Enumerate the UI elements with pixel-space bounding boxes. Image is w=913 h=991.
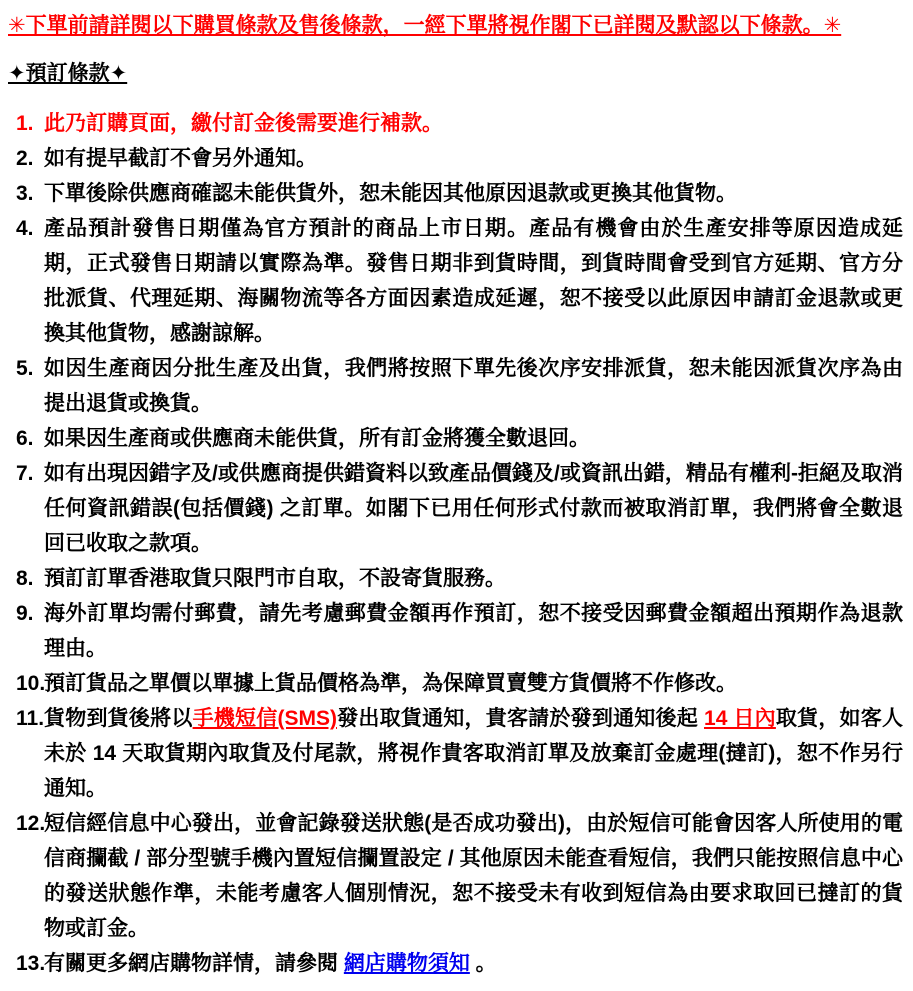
- term-item: [8, 141, 905, 176]
- term-item: [8, 211, 905, 351]
- term-text: 如因生產商因分批生產及出貨，我們將按照下單先後次序安排派貨，恕未能因派貨次序為由提出退貨或換貨。: [44, 357, 903, 415]
- term-number: 9.: [16, 602, 34, 625]
- term-item: [8, 351, 905, 421]
- term-text: 。: [469, 952, 497, 975]
- term-number: 3.: [16, 182, 34, 205]
- term-number: 1.: [16, 112, 34, 135]
- term-number: 13.: [16, 952, 46, 975]
- highlighted-term-text: 手機短信(SMS): [192, 707, 337, 730]
- term-item: [8, 456, 905, 561]
- term-text: 貨物到貨後將以: [44, 707, 193, 730]
- term-item: [8, 561, 905, 596]
- term-item: [8, 701, 905, 806]
- term-text: 此乃訂購頁面，繳付訂金後需要進行補款。: [44, 112, 443, 135]
- term-text: 有關更多網店購物詳情，請參閱: [44, 952, 344, 975]
- term-text: 短信經信息中心發出，並會記錄發送狀態(是否成功發出)，由於短信可能會因客人所使用的電信商攔截 / 部分型號手機內置短信攔置設定 / 其他原因未能查看短信，我們只能按照信息中心的發送狀態作準，未能考慮客人個別情況，恕不接受未有收到短信為由要求取回已撻訂的貨物或訂金。: [44, 812, 903, 940]
- term-item: [8, 596, 905, 666]
- term-number: 5.: [16, 357, 34, 380]
- term-text: 如果因生產商或供應商未能供貨，所有訂金將獲全數退回。: [44, 427, 590, 450]
- term-text: 海外訂單均需付郵費，請先考慮郵費金額再作預訂，恕不接受因郵費金額超出預期作為退款理由。: [44, 602, 903, 660]
- term-item: [8, 666, 905, 701]
- term-text: 預訂訂單香港取貨只限門市自取，不設寄貨服務。: [44, 567, 506, 590]
- term-text: 發出取貨通知，貴客請於發到通知後起: [336, 707, 705, 730]
- term-item: [8, 806, 905, 946]
- term-item: [8, 106, 905, 141]
- term-text: 如有提早截訂不會另外通知。: [44, 147, 317, 170]
- term-number: 6.: [16, 427, 34, 450]
- term-item: [8, 421, 905, 456]
- highlighted-term-text: 14 日內: [704, 707, 776, 730]
- term-number: 7.: [16, 462, 34, 485]
- term-item: [8, 946, 905, 981]
- term-number: 11.: [16, 707, 45, 730]
- preorder-terms-title: ✦預訂條款✦: [8, 62, 128, 85]
- store-shopping-notice-link[interactable]: 網店購物須知: [343, 952, 470, 975]
- term-text: 預訂貨品之單價以單據上貨品價格為準，為保障買賣雙方貨價將不作修改。: [44, 672, 737, 695]
- term-number: 2.: [16, 147, 34, 170]
- term-text: 產品預計發售日期僅為官方預計的商品上市日期。產品有機會由於生產安排等原因造成延期，正式發售日期請以實際為準。發售日期非到貨時間，到貨時間會受到官方延期、官方分批派貨、代理延期、海關物流等各方面因素造成延遲，恕不接受以此原因申請訂金退款或更換其他貨物，感謝諒解。: [44, 217, 903, 345]
- terms-list: [8, 106, 905, 981]
- term-text: 如有出現因錯字及/或供應商提供錯資料以致產品價錢及/或資訊出錯，精品有權利-拒絕及取消任何資訊錯誤(包括價錢) 之訂單。如閣下已用任何形式付款而被取消訂單，我們將會全數退回已收取之款項。: [44, 462, 903, 555]
- term-number: 10.: [16, 672, 46, 695]
- purchase-notice-header: ✳下單前請詳閱以下購買條款及售後條款，一經下單將視作閣下已詳閱及默認以下條款。✳: [8, 14, 842, 37]
- term-number: 8.: [16, 567, 34, 590]
- term-item: [8, 176, 905, 211]
- term-text: 取貨，如客人未於 14 天取貨期內取貨及付尾款，將視作貴客取消訂單及放棄訂金處理(撻訂)，恕不作另行通知。: [44, 707, 904, 800]
- term-text: 下單後除供應商確認未能供貨外，恕未能因其他原因退款或更換其他貨物。: [44, 182, 737, 205]
- term-number: 12.: [16, 812, 46, 835]
- term-number: 4.: [16, 217, 34, 240]
